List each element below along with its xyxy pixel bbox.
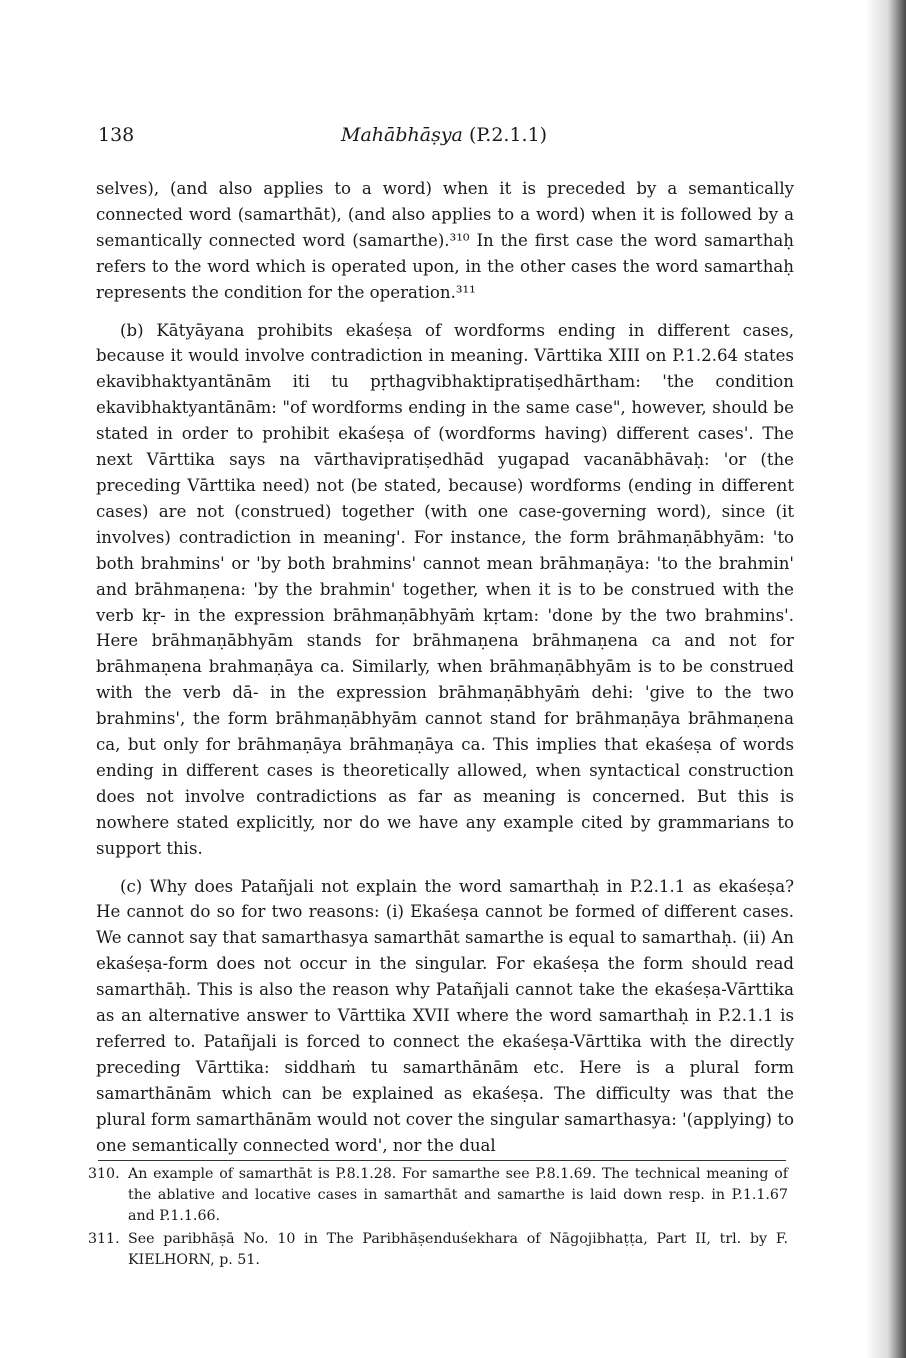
footnote-text: An example of samarthāt is P.8.1.28. For samarthe see P.8.1.69. The technical meaning of the ablative and locative cases in samarthāt and samarthe is laid down resp. in P.1.1.67 and P.1.1.66.	[128, 1166, 788, 1224]
footnote-310	[88, 1164, 788, 1227]
page-header	[98, 124, 798, 150]
running-title-text: Mahābhāṣya	[341, 124, 463, 146]
paragraph-c: (c) Why does Patañjali not explain the word samarthaḥ in P.2.1.1 as ekaśeṣa? He cannot do so for two reasons: (i) Ekaśeṣa cannot be formed of different cases. We cannot say that samarthasya samarthāt samarthe is equal to samarthaḥ. (ii) An ekaśeṣa-form does not occur in the singular. For ekaśeṣa the form should read samarthāḥ. This is also the reason why Patañjali cannot take the ekaśeṣa-Vārttika as an alternative answer to Vārttika XVII where the word samarthaḥ in P.2.1.1 is referred to. Patañjali is forced to connect the ekaśeṣa-Vārttika with the directly preceding Vārttika: siddhaṁ tu samarthānām etc. Here is a plural form samarthānām which can be explained as ekaśeṣa. The difficulty was that the plural form samarthānām would not cover the singular samarthasya: '(applying) to one semantically connected word', nor the dual	[96, 876, 794, 1155]
footnotes	[88, 1164, 788, 1273]
page-number: 138	[98, 124, 135, 146]
footnote-divider	[98, 1160, 786, 1161]
footnote-number: 311.	[88, 1231, 120, 1247]
footnote-311	[88, 1229, 788, 1271]
body-text	[96, 176, 794, 1159]
footnote-text: See paribhāṣā No. 10 in The Paribhāṣenduśekhara of Nāgojibhaṭṭa, Part II, trl. by F. KIELHORN, p. 51.	[128, 1231, 788, 1268]
paragraph-continuation: selves), (and also applies to a word) when it is preceded by a semantically connected word (samarthāt), (and also applies to a word) when it is followed by a semantically connected word (samarthe).³¹⁰ In the first case the word samarthaḥ refers to the word which is operated upon, in the other cases the word samarthaḥ represents the condition for the operation.³¹¹	[96, 179, 794, 302]
paragraph-b: (b) Kātyāyana prohibits ekaśeṣa of wordforms ending in different cases, because it would involve contradiction in meaning. Vārttika XIII on P.1.2.64 states ekavibhaktyantānām iti tu pṛthagvibhaktipratiṣedhārtham: 'the condition ekavibhaktyantānām: "of wordforms ending in the same case", however, should be stated in order to prohibit ekaśeṣa of (wordforms having) different cases'. The next Vārttika says na vārthavipratiṣedhād yugapad vacanābhāvaḥ: 'or (the preceding Vārttika need) not (be stated, because) wordforms (ending in different cases) are not (construed) together (with one case-governing word), since (it involves) contradiction in meaning'. For instance, the form brāhmaṇābhyām: 'to both brahmins' or 'by both brahmins' cannot mean brāhmaṇāya: 'to the brahmin' and brāhmaṇena: 'by the brahmin' together, when it is to be construed with the verb kṛ- in the expression brāhmaṇābhyāṁ kṛtam: 'done by the two brahmins'. Here brāhmaṇābhyām stands for brāhmaṇena brāhmaṇena ca and not for brāhmaṇena brahmaṇāya ca. Similarly, when brāhmaṇābhyām is to be construed with the verb dā- in the expression brāhmaṇābhyāṁ dehi: 'give to the two brahmins', the form brāhmaṇābhyām cannot stand for brāhmaṇāya brāhmaṇena ca, but only for brāhmaṇāya brāhmaṇāya ca. This implies that ekaśeṣa of words ending in different cases is theoretically allowed, when syntactical construction does not involve contradictions as far as meaning is concerned. But this is nowhere stated explicitly, nor do we have any example cited by grammarians to support this.	[96, 320, 794, 858]
page-edge-shadow	[866, 0, 906, 1358]
footnote-number: 310.	[88, 1166, 120, 1182]
running-title-section: (P.2.1.1)	[468, 124, 548, 146]
running-title	[341, 124, 547, 146]
